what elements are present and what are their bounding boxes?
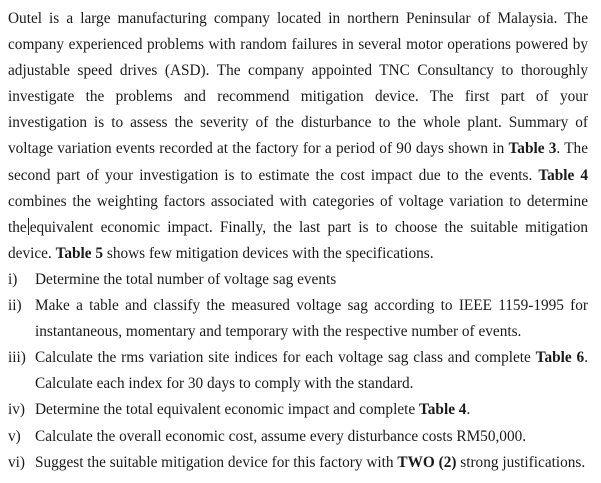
question-text: Calculate the rms variation site indices for each voltage sag class and complete	[35, 349, 536, 367]
question-text: Calculate the overall economic cost, assume every disturbance costs RM50,000.	[35, 427, 527, 445]
question-item	[8, 293, 588, 345]
question-number: iv)	[8, 401, 25, 419]
intro-text-4: shows few mitigation devices with the specifications.	[103, 244, 434, 262]
question-item	[8, 345, 588, 397]
table-4-reference: Table 4	[538, 166, 588, 184]
question-text-cont: .	[466, 401, 471, 419]
intro-text-1: Outel is a large manufacturing company located in northern Peninsular of Malaysia. The company experienced problems with random failures in several motor operations powered by adjustable speed drives (ASD). The company appointed TNC Consultancy to thoroughly investigate the problems and recommend mitigation device. The first part of your investigation is to assess the severity of the disturbance to the whole plant. Summary of voltage variation events recorded at the factory for a period of 90 days shown in	[8, 10, 588, 158]
table-4-reference: Table 4	[418, 401, 467, 419]
intro-text-3b: equivalent economic impact. Finally, the last part is to choose the suitable mitigation device.	[8, 218, 588, 262]
intro-paragraph	[8, 6, 588, 267]
question-item	[8, 450, 588, 476]
question-number: v)	[8, 427, 21, 445]
question-item	[8, 424, 588, 450]
question-list	[8, 267, 588, 476]
question-text: Make a table and classify the measured voltage sag according to IEEE 1159-1995 for instantaneous, momentary and temporary with the respective number of events.	[35, 297, 588, 341]
intro-text-2: . The second part of your investigation is to estimate the cost impact due to the events.	[8, 140, 588, 184]
intro-text-3a: combines the weighting factors associated with categories of voltage variation to determine the	[8, 192, 588, 236]
question-item	[8, 267, 588, 293]
table-5-reference: Table 5	[55, 244, 104, 262]
document-page	[8, 6, 588, 476]
question-text-cont: . Calculate each index for 30 days to comply with the standard.	[35, 349, 589, 393]
question-number: ii)	[8, 297, 22, 315]
table-6-reference: Table 6	[535, 349, 585, 367]
emphasis-two: TWO (2)	[397, 453, 457, 471]
table-3-reference: Table 3	[508, 140, 557, 158]
question-text: Determine the total number of voltage sag events	[35, 270, 337, 288]
question-text-cont: strong justifications.	[456, 453, 586, 471]
question-item	[8, 397, 588, 423]
question-text: Determine the total equivalent economic impact and complete	[35, 401, 419, 419]
text-cursor	[28, 218, 29, 235]
question-number: iii)	[8, 349, 26, 367]
question-text: Suggest the suitable mitigation device for this factory with	[35, 453, 398, 471]
question-number: i)	[8, 270, 18, 288]
question-number: vi)	[8, 453, 25, 471]
